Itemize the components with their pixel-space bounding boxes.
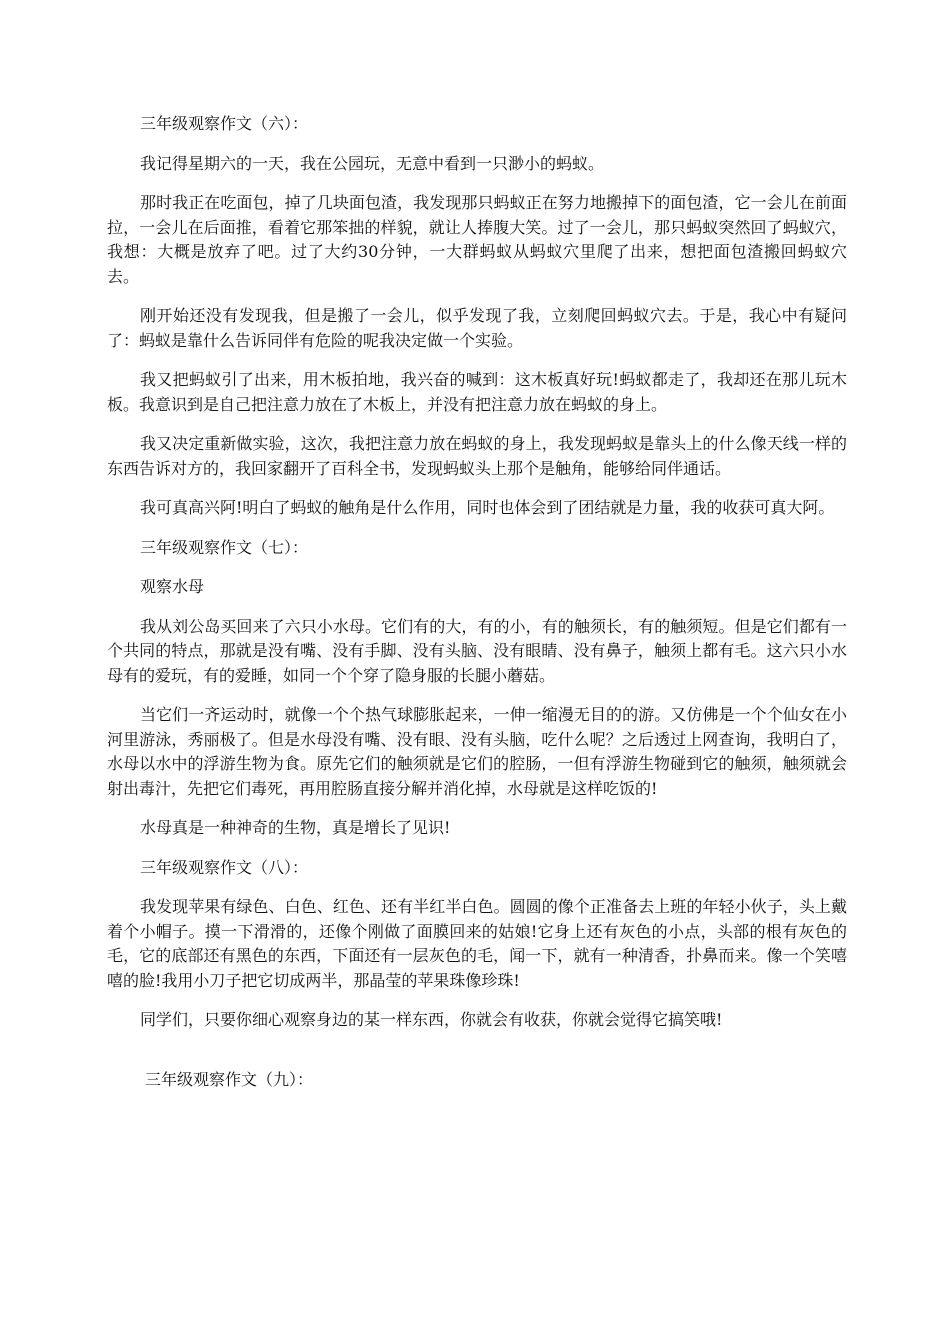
section-six-paragraph-5: 我又决定重新做实验，这次，我把注意力放在蚂蚁的身上，我发现蚂蚁是靠头上的什么像天线一样的东西告诉对方的，我回家翻开了百科全书，发现蚂蚁头上那个是触角，能够给同伴通话。 (107, 434, 847, 478)
section-eight-paragraph-1: 我发现苹果有绿色、白色、红色、还有半红半白色。圆圆的像个正准备去上班的年轻小伙子，头上戴着个小帽子。摸一下滑滑的，还像个刚做了面膜回来的姑娘!它身上还有灰色的小点，头部的根有灰色的毛，它的底部还有黑色的东西，下面还有一层灰色的毛，闻一下，就有一种清香，扑鼻而来。像一个笑嘻嘻的脸!我用小刀子把它切成两半，那晶莹的苹果珠像珍珠! (107, 897, 847, 990)
section-seven-paragraph-3: 水母真是一种神奇的生物，真是增长了见识! (140, 818, 451, 837)
section-eight-paragraph-2: 同学们，只要你细心观察身边的某一样东西，你就会有收获，你就会觉得它搞笑哦! (140, 1010, 723, 1029)
section-six-heading: 三年级观察作文（六）： (140, 114, 309, 133)
section-nine-heading: 三年级观察作文（九）： (145, 1069, 314, 1089)
section-spacer (107, 1048, 847, 1068)
section-seven-paragraph-2: 当它们一齐运动时，就像一个个热气球膨胀起来，一伸一缩漫无目的的游。又仿佛是一个个仙女在小河里游泳，秀丽极了。但是水母没有嘴、没有眼、没有头脑，吃什么呢？之后透过上网查询，我明白了，水母以水中的浮游生物为食。原先它们的触须就是它们的腔肠，一但有浮游生物碰到它的触须，触须就会射出毒汁，先把它们毒死，再用腔肠直接分解并消化掉，水母就是这样吃饭的! (107, 705, 847, 798)
section-seven-subtitle: 观察水母 (140, 577, 205, 596)
section-eight-heading: 三年级观察作文（八）： (140, 857, 309, 877)
section-six-paragraph-6: 我可真高兴阿!明白了蚂蚁的触角是什么作用，同时也体会到了团结就是力量，我的收获可真大阿。 (140, 498, 835, 517)
section-six-paragraph-2: 那时我正在吃面包，掉了几块面包渣，我发现那只蚂蚁正在努力地搬掉下的面包渣，它一会儿在前面拉，一会儿在后面推，看着它那笨拙的样貌，就让人捧腹大笑。过了一会儿，那只蚂蚁突然回了蚂蚁穴，我想：大概是放弃了吧。过了大约30分钟，一大群蚂蚁从蚂蚁穴里爬了出来，想把面包渣搬回蚂蚁穴去。 (107, 193, 847, 286)
section-six-paragraph-3: 刚开始还没有发现我，但是搬了一会儿，似乎发现了我，立刻爬回蚂蚁穴去。于是，我心中有疑问了：蚂蚁是靠什么告诉同伴有危险的呢我决定做一个实验。 (107, 306, 847, 350)
section-seven-heading: 三年级观察作文（七）： (140, 537, 309, 557)
section-seven-paragraph-1: 我从刘公岛买回来了六只小水母。它们有的大，有的小，有的触须长，有的触须短。但是它们都有一个共同的特点，那就是没有嘴、没有手脚、没有头脑、没有眼睛、没有鼻子，触须上都有毛。这六只小水母有的爱玩，有的爱睡，如同一个个穿了隐身服的长腿小蘑菇。 (107, 616, 847, 685)
document-page (107, 112, 847, 1107)
section-six-paragraph-4: 我又把蚂蚁引了出来，用木板拍地，我兴奋的喊到：这木板真好玩!蚂蚁都走了，我却还在那儿玩木板。我意识到是自己把注意力放在了木板上，并没有把注意力放在蚂蚁的身上。 (107, 370, 847, 414)
section-six-paragraph-1: 我记得星期六的一天，我在公园玩，无意中看到一只渺小的蚂蚁。 (140, 153, 605, 173)
